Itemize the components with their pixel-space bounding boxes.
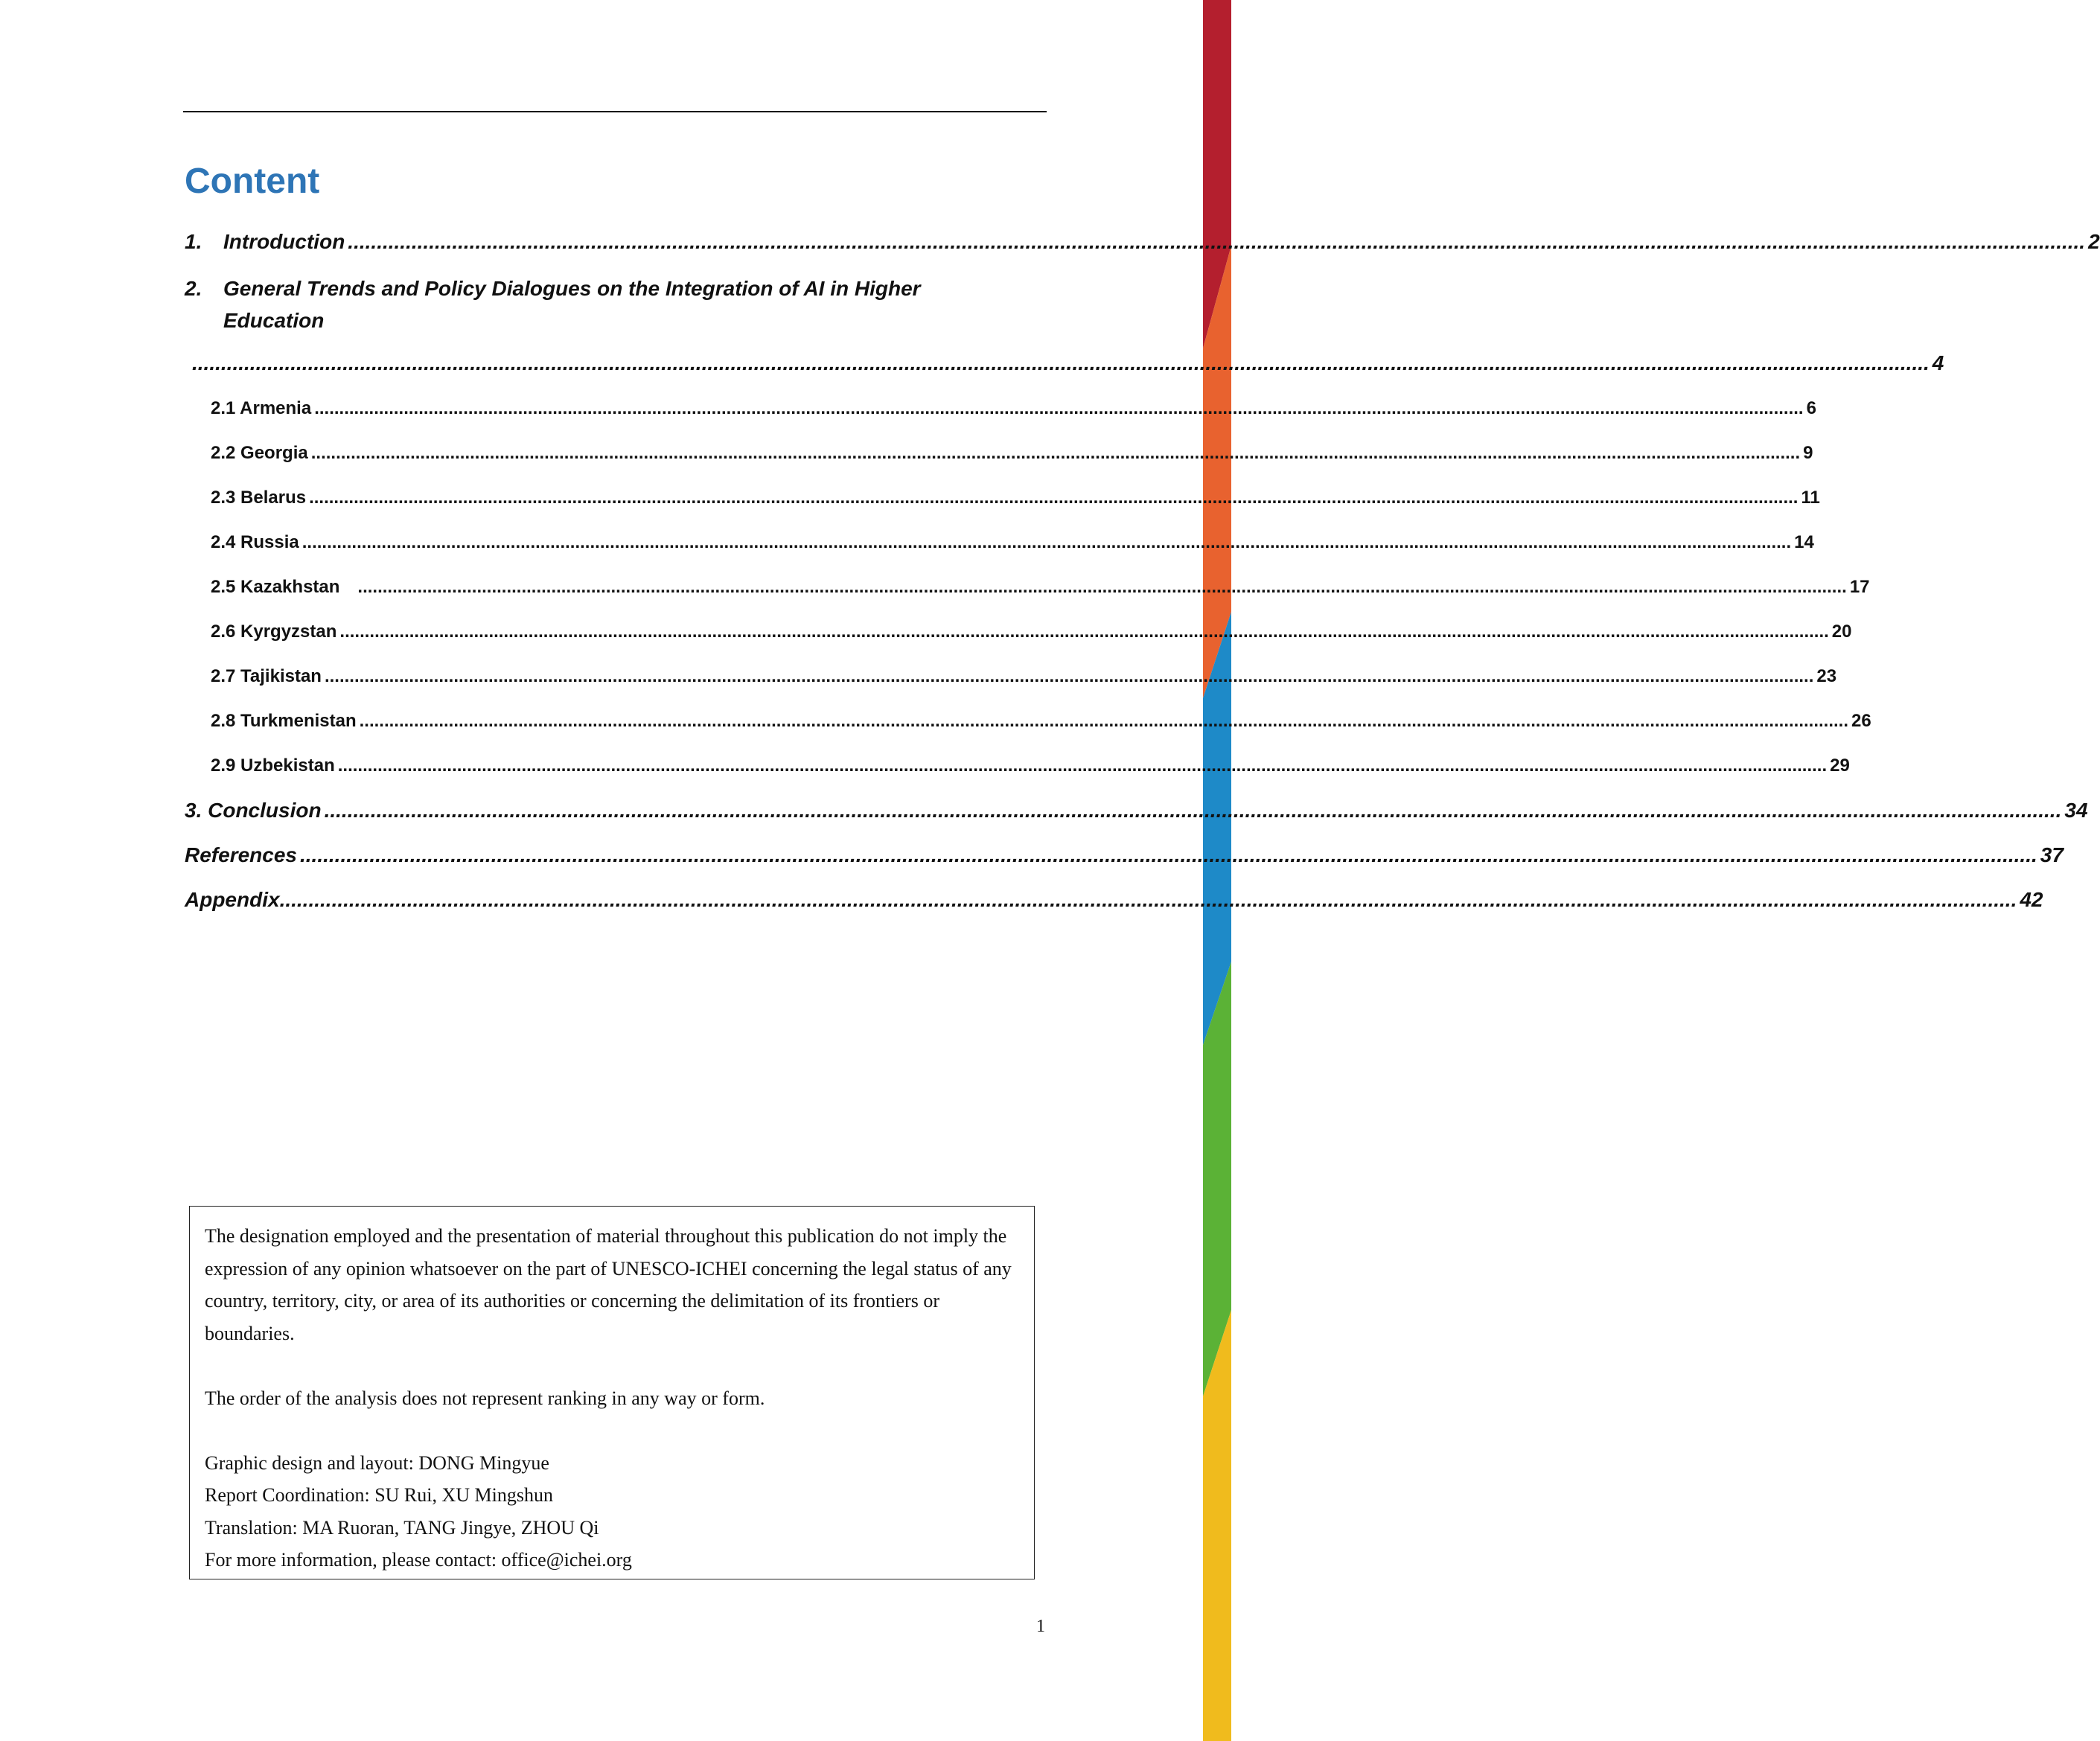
toc-title: Content [185, 162, 320, 201]
toc-dot-leader: ............................................................................................................................................................................................................................................................................................................ [324, 799, 2062, 822]
toc-entry-label: 2.2 Georgia [211, 443, 308, 463]
decorative-color-band [1203, 0, 1231, 1741]
toc-dot-leader: ............................................................................................................................................................................................................................................................................................................ [337, 756, 1828, 776]
toc-entry-label: 2.9 Uzbekistan [211, 756, 335, 776]
disclaimer-box [189, 1206, 1035, 1579]
toc-entry-label: 2.3 Belarus [211, 488, 307, 508]
toc-entry-uzbekistan[interactable] [211, 751, 1850, 781]
toc-entry-page: 26 [1851, 711, 1871, 731]
toc-entry-appendix[interactable] [185, 885, 2043, 915]
toc-entry-russia[interactable] [211, 528, 1814, 558]
toc-entry-label: 2.4 Russia [211, 532, 299, 552]
toc-entry-tajikistan[interactable] [211, 662, 1837, 691]
toc-entry-label: 2.5 Kazakhstan [211, 577, 340, 597]
header-rule [183, 111, 1047, 112]
toc-dot-leader: ............................................................................................................................................................................................................................................................................................................ [301, 532, 1792, 552]
toc-dot-leader: ............................................................................................................................................................................................................................................................................................................ [324, 666, 1814, 686]
toc-entry-page: 6 [1806, 398, 1816, 418]
toc-entry-page: 9 [1803, 443, 1813, 463]
toc-entry-page: 23 [1816, 666, 1837, 686]
toc-entry-page: 11 [1801, 488, 1820, 508]
toc-entry-page: 37 [2040, 843, 2064, 866]
toc-entry-label: General Trends and Policy Dialogues on the Integration of AI in Higher Education [223, 277, 921, 332]
toc-entry-page: 29 [1830, 756, 1850, 776]
toc-dot-leader: ............................................................................................................................................................................................................................................................................................................ [359, 711, 1849, 731]
ranking-note: The order of the analysis does not represent ranking in any way or form. [205, 1387, 765, 1409]
credit-translation: Translation: MA Ruoran, TANG Jingye, ZHOU Qi [205, 1516, 599, 1539]
toc-entry-label: 2.7 Tajikistan [211, 666, 322, 686]
toc-entry-label: 2.6 Kyrgyzstan [211, 622, 337, 642]
toc-dot-leader: ............................................................................................................................................................................................................................................................................................................ [310, 443, 1801, 463]
toc-entry-page: 4 [1932, 351, 1944, 374]
toc-entry-page: 34 [2064, 799, 2088, 822]
toc-entry-turkmenistan[interactable] [211, 706, 1871, 736]
toc-entry-page: 17 [1849, 577, 1870, 597]
toc-dot-leader: ............................................................................................................................................................................................................................................................................................................ [309, 488, 1799, 508]
toc-entry-georgia[interactable] [211, 438, 1813, 468]
toc-entry-number: 1. [185, 230, 202, 253]
toc-entry-label: Appendix [185, 888, 280, 911]
disclaimer-text: The designation employed and the presentation of material throughout this publication do not imply the expression of any opinion whatsoever on the part of UNESCO-ICHEI concerning the legal status of any country, territory, city, or area of its authorities or concerning the delimitation of its frontiers or boundaries. [205, 1225, 1012, 1344]
toc-entry-conclusion[interactable] [185, 796, 2088, 825]
toc-entry-label: Introduction [223, 230, 345, 253]
toc-entry-references[interactable] [185, 840, 2064, 870]
toc-dot-leader: ............................................................................................................................................................................................................................................................................................................ [314, 398, 1804, 418]
toc-entry-page: 42 [2020, 888, 2043, 911]
toc-entry-general-trends-leader[interactable] [192, 348, 1944, 378]
toc-entry-label: 2.1 Armenia [211, 398, 312, 418]
toc-dot-leader: ............................................................................................................................................................................................................................................................................................................ [339, 622, 1829, 642]
toc-entry-number: 2. [185, 277, 202, 300]
toc-dot-leader: ............................................................................................................................................................................................................................................................................................................ [279, 888, 2017, 911]
toc-entry-page: 20 [1831, 622, 1852, 642]
toc-entry-kyrgyzstan[interactable] [211, 617, 1852, 647]
toc-entry-label: 2.8 Turkmenistan [211, 711, 357, 731]
toc-entry-page: 2 [2088, 230, 2100, 253]
toc-entry-label: 3. Conclusion [185, 799, 322, 822]
toc-entry-armenia[interactable] [211, 394, 1816, 424]
toc-dot-leader: ............................................................................................................................................................................................................................................................................................................ [348, 230, 2086, 253]
toc-dot-leader: ............................................................................................................................................................................................................................................................................................................ [357, 577, 1847, 597]
contact-line: For more information, please contact: office@ichei.org [205, 1549, 632, 1571]
toc-dot-leader: ............................................................................................................................................................................................................................................................................................................ [299, 843, 2037, 866]
toc-dot-leader: ............................................................................................................................................................................................................................................................................................................ [192, 351, 1930, 374]
credit-design: Graphic design and layout: DONG Mingyue [205, 1451, 549, 1474]
toc-entry-introduction[interactable] [185, 227, 2100, 257]
toc-entry-kazakhstan[interactable] [211, 572, 1870, 602]
credit-coordination: Report Coordination: SU Rui, XU Mingshun [205, 1484, 554, 1506]
toc-entry-page: 14 [1794, 532, 1814, 552]
page-number: 1 [1036, 1617, 1045, 1636]
toc-entry-label: References [185, 843, 297, 866]
toc-entry-belarus[interactable] [211, 483, 1820, 513]
